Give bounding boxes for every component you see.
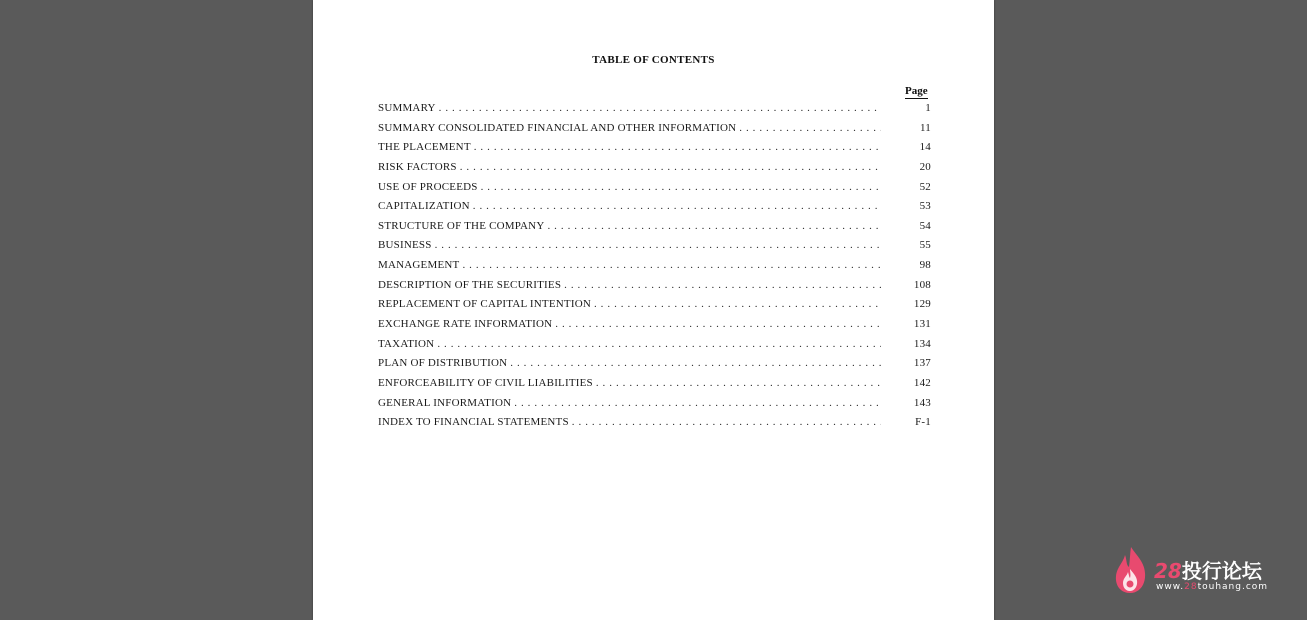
toc-dot-leader (736, 122, 881, 134)
toc-dot-leader (457, 161, 881, 173)
watermark-brand-number: 28 (1154, 559, 1182, 583)
toc-entry-page-number: 14 (919, 141, 931, 154)
toc-entry (378, 181, 931, 201)
toc-entry (378, 239, 931, 259)
toc-dot-leader (436, 102, 881, 114)
watermark-brand (1154, 555, 1262, 584)
watermark-url (1156, 582, 1268, 592)
toc-entry-page-number: 108 (913, 278, 931, 291)
toc-entry-page-number: 55 (919, 239, 931, 252)
toc-entry-label: REPLACEMENT OF CAPITAL INTENTION (378, 298, 591, 311)
toc-entry-page-number: 142 (913, 376, 931, 389)
toc-dot-leader (569, 416, 881, 428)
toc-entry (378, 102, 931, 122)
toc-dot-leader (552, 318, 881, 330)
toc-dot-leader (478, 181, 881, 193)
toc-entry-label: GENERAL INFORMATION (378, 396, 512, 409)
toc-entry (378, 220, 931, 240)
toc-list (378, 102, 931, 436)
toc-entry-page-number: 20 (919, 160, 931, 173)
toc-dot-leader (561, 279, 881, 291)
toc-entry (378, 259, 931, 279)
toc-entry (378, 122, 931, 142)
toc-title: TABLE OF CONTENTS (592, 54, 715, 66)
toc-entry-page-number: 52 (919, 180, 931, 193)
toc-entry-page-number: 134 (913, 337, 931, 350)
toc-entry-label: TAXATION (378, 337, 435, 350)
flame-logo-icon (1112, 545, 1150, 595)
toc-dot-leader (544, 220, 881, 232)
toc-entry (378, 318, 931, 338)
toc-entry (378, 161, 931, 181)
toc-entry-page-number: 131 (913, 318, 931, 331)
toc-entry-label: SUMMARY CONSOLIDATED FINANCIAL AND OTHER INFORMATION (378, 121, 737, 134)
toc-entry-label: CAPITALIZATION (378, 200, 470, 213)
toc-entry (378, 141, 931, 161)
watermark-url-suffix: touhang.com (1197, 582, 1269, 592)
watermark-url-highlight: 28 (1184, 582, 1198, 592)
toc-dot-leader (591, 298, 881, 310)
toc-dot-leader (471, 141, 881, 153)
toc-entry-label: PLAN OF DISTRIBUTION (378, 357, 508, 370)
toc-entry (378, 377, 931, 397)
toc-dot-leader (434, 338, 881, 350)
toc-entry-page-number: 1 (925, 102, 931, 114)
toc-entry-page-number: 143 (913, 396, 931, 409)
toc-entry (378, 357, 931, 377)
toc-entry (378, 200, 931, 220)
toc-entry-page-number: 11 (920, 121, 931, 134)
toc-entry-label: BUSINESS (378, 239, 432, 252)
toc-entry-label: ENFORCEABILITY OF CIVIL LIABILITIES (378, 376, 593, 389)
toc-entry (378, 397, 931, 417)
watermark-brand-name: 投行论坛 (1181, 559, 1262, 583)
toc-entry (378, 279, 931, 299)
toc-entry-label: THE PLACEMENT (378, 141, 471, 154)
toc-entry-label: STRUCTURE OF THE COMPANY (378, 219, 545, 232)
toc-entry-label: MANAGEMENT (378, 259, 460, 272)
toc-entry-page-number: 129 (913, 298, 931, 311)
toc-dot-leader (593, 377, 881, 389)
page-column-header: Page (905, 85, 928, 97)
toc-dot-leader (511, 397, 881, 409)
toc-entry-page-number: 137 (913, 357, 931, 370)
toc-entry-label: USE OF PROCEEDS (378, 180, 478, 193)
watermark-url-prefix: www. (1156, 582, 1185, 592)
document-page (313, 0, 994, 620)
toc-entry-page-number: F-1 (915, 416, 931, 429)
toc-entry-page-number: 53 (919, 200, 931, 213)
toc-dot-leader (432, 239, 881, 251)
toc-dot-leader (459, 259, 881, 271)
toc-entry-label: RISK FACTORS (378, 160, 457, 173)
toc-entry-page-number: 98 (919, 259, 931, 272)
toc-entry (378, 416, 931, 436)
forum-watermark (1112, 545, 1292, 595)
toc-entry-label: SUMMARY (378, 102, 436, 114)
toc-entry-label: EXCHANGE RATE INFORMATION (378, 318, 553, 331)
toc-entry-label: DESCRIPTION OF THE SECURITIES (378, 278, 562, 291)
toc-dot-leader (507, 357, 881, 369)
toc-entry (378, 338, 931, 358)
toc-dot-leader (470, 200, 881, 212)
toc-entry (378, 298, 931, 318)
toc-entry-page-number: 54 (919, 219, 931, 232)
toc-entry-label: INDEX TO FINANCIAL STATEMENTS (378, 416, 569, 429)
